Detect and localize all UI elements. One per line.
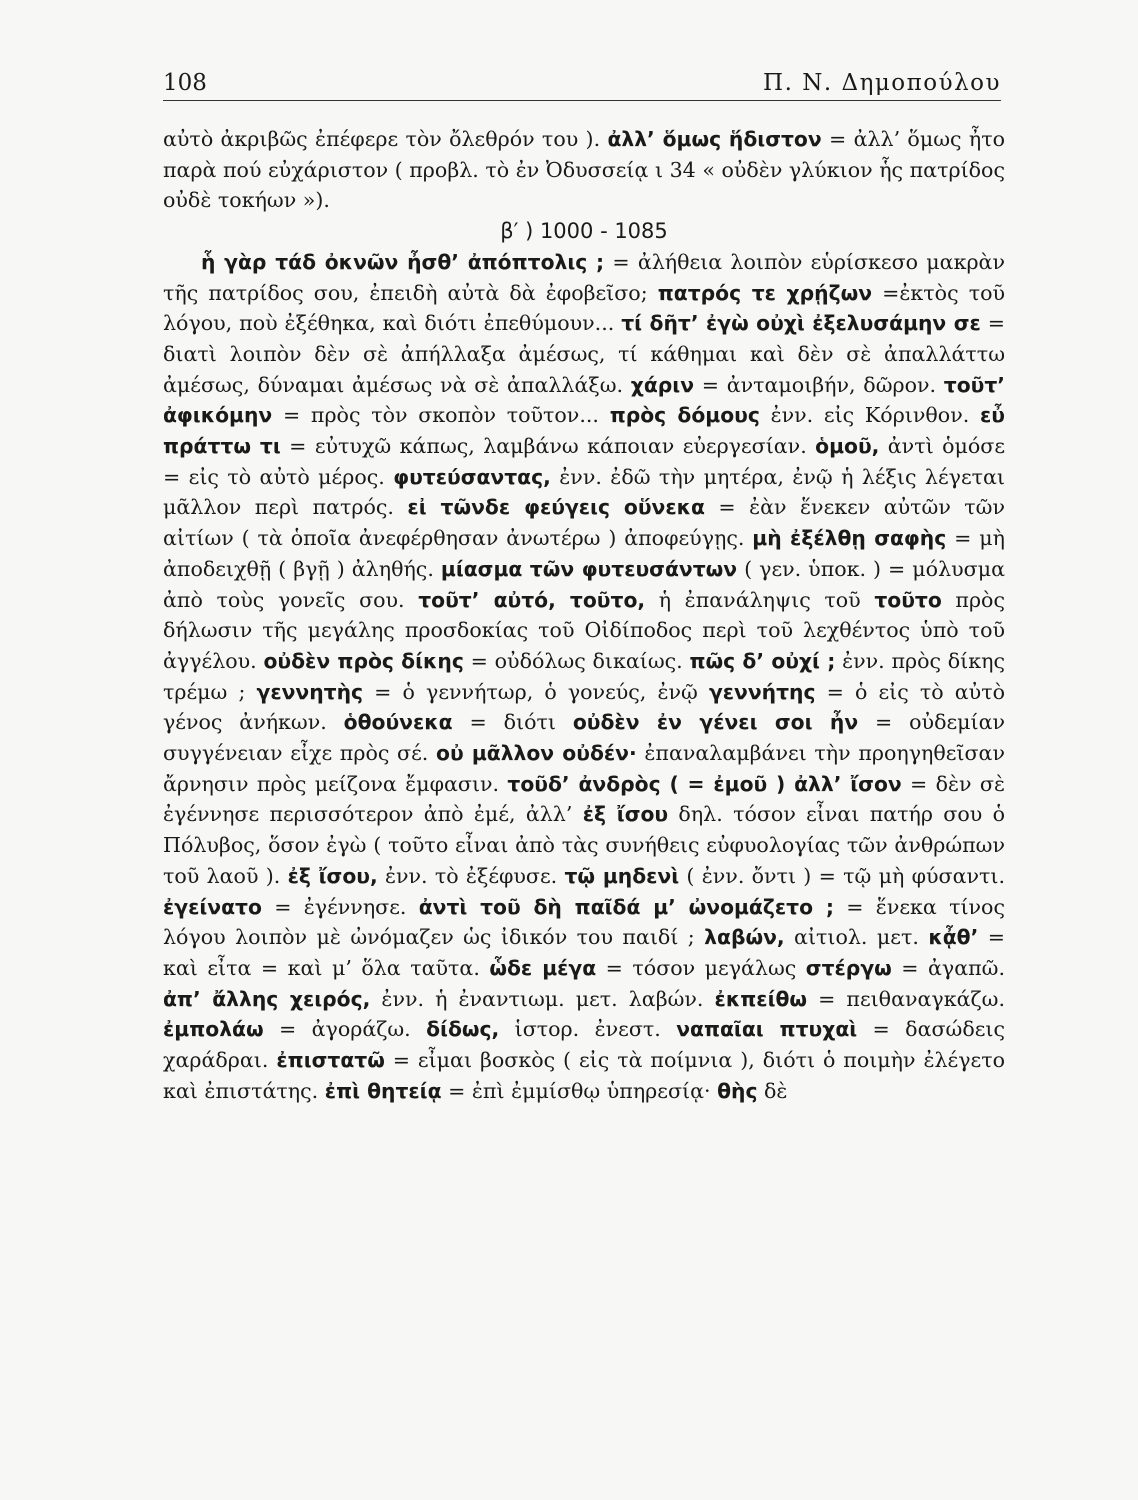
lemma: τοῦτ’ ἀφικόμην bbox=[163, 372, 1005, 428]
lemma: οὐ μᾶλλον οὐδέν· bbox=[436, 741, 637, 766]
lemma: ἐκπείθω bbox=[714, 986, 808, 1011]
lemma: θὴς bbox=[717, 1078, 758, 1103]
gloss-text: = ἀγοράζω. bbox=[263, 1017, 427, 1042]
lemma: ἐπὶ θητείᾳ bbox=[324, 1078, 442, 1103]
lemma: ἀλλ’ ὅμως ἥδιστον bbox=[607, 127, 822, 151]
lemma: ἐγείνατο bbox=[163, 894, 262, 919]
gloss-text: = δὲν σὲ ἐγέννησε περισσότερον ἀπὸ ἐμέ, ἀλλ’ bbox=[163, 771, 1005, 827]
lemma: εὖ πράττω τι bbox=[163, 403, 1005, 459]
gloss-text: = πρὸς τὸν σκοπὸν τοῦτον... bbox=[272, 403, 610, 428]
paragraph-intro bbox=[163, 124, 1005, 216]
lemma: ἐξ ἴσου bbox=[582, 802, 669, 827]
page-number: 108 bbox=[163, 70, 207, 96]
running-head: Π. Ν. Δημοπούλου bbox=[763, 70, 1001, 96]
lemma: ὁμοῦ, bbox=[815, 434, 880, 459]
gloss-text: = ἐὰν ἕνεκεν αὐτῶν τῶν αἰτίων ( τὰ ὁποῖα ἀνεφέρθησαν ἀνωτέρω ) ἀποφεύγῃς. bbox=[163, 495, 1005, 551]
section-heading: β′ ) 1000 - 1085 bbox=[500, 219, 668, 244]
commentary-text bbox=[163, 124, 1005, 1107]
gloss-text: ἡ ἐπανάληψις τοῦ bbox=[645, 587, 875, 612]
lemma: ἐπιστατῶ bbox=[276, 1048, 385, 1073]
lemma: στέργω bbox=[805, 955, 892, 980]
lemma: εἰ τῶνδε φεύγεις οὕνεκα bbox=[407, 495, 705, 520]
gloss-text: = τόσον μεγάλως bbox=[596, 955, 806, 980]
gloss-text: πρὸς δήλωσιν τῆς μεγάλης προσδοκίας τοῦ Οἰδίποδος περὶ τοῦ λεχθέντος ὑπὸ τοῦ ἀγγέλου. bbox=[163, 587, 1005, 673]
lemma: τοῦτο bbox=[874, 587, 942, 612]
gloss-text: = διατὶ λοιπὸν δὲν σὲ ἀπήλλαξα ἀμέσως, τί κάθημαι καὶ δὲν σὲ ἀπαλλάττω ἀμέσως, δύναμαι ἀμέσως νὰ σὲ ἀπαλλάξω. bbox=[163, 311, 1005, 397]
lemma: ναπαῖαι πτυχαὶ bbox=[676, 1017, 858, 1042]
gloss-text: = καὶ εἶτα = καὶ μ’ ὅλα ταῦτα. bbox=[163, 925, 1005, 980]
lemma: γεννήτης bbox=[708, 679, 816, 704]
gloss-text: = εἶμαι βοσκὸς ( εἰς τὰ ποίμνια ), διότι ὁ ποιμὴν ἐλέγετο καὶ ἐπιστάτης. bbox=[163, 1048, 1005, 1103]
gloss-text: =ἐκτὸς τοῦ λόγου, ποὺ ἐξέθηκα, καὶ διότι ἐπεθύμουν... bbox=[163, 280, 1006, 336]
gloss-text: = ὁ εἰς τὸ αὐτὸ γένος ἀνήκων. bbox=[163, 679, 1005, 735]
gloss-text: = ἐπὶ ἐμμίσθῳ ὑπηρεσίᾳ· bbox=[441, 1078, 718, 1103]
gloss-text: = οὐδεμίαν συγγένειαν εἶχε πρὸς σέ. bbox=[163, 710, 1006, 766]
gloss-text: = ἕνεκα τίνος λόγου λοιπὸν μὲ ὠνόμαζεν ὡς ἰδικόν του παιδί ; bbox=[163, 894, 1005, 950]
gloss-text: δὲ bbox=[757, 1078, 788, 1103]
lemma: ἐξ ἴσου, bbox=[287, 863, 378, 888]
gloss-text: = ἐγέννησε. bbox=[261, 894, 419, 919]
lemma: πατρός τε χρῄζων bbox=[657, 280, 873, 305]
lemma: τοῦτ’ αὐτό, τοῦτο, bbox=[418, 587, 646, 612]
lemma: τί δῆτ’ ἐγὼ οὐχὶ ἐξελυσάμην σε bbox=[621, 311, 981, 336]
gloss-text: = μὴ ἀποδειχθῇ ( βγῇ ) ἀληθής. bbox=[163, 526, 1005, 581]
lemma: οὐδὲν ἐν γένει σοι ἦν bbox=[572, 710, 859, 735]
gloss-text: ( ἐνν. ὄντι ) = τῷ μὴ φύσαντι. bbox=[679, 863, 1006, 888]
lemma: κᾆθ’ bbox=[928, 925, 979, 950]
gloss-text: = δασώδεις χαράδραι. bbox=[163, 1017, 1006, 1073]
lemma: τοῦδ’ ἀνδρὸς ( = ἐμοῦ ) ἀλλ’ ἴσον bbox=[507, 771, 902, 796]
gloss-text: ἐνν. εἰς Κόρινθον. bbox=[759, 403, 980, 428]
gloss-text: ἀντὶ ὁμόσε = εἰς τὸ αὐτὸ μέρος. bbox=[163, 434, 1005, 489]
lemma: δίδως, bbox=[426, 1017, 500, 1042]
paragraph-commentary bbox=[163, 247, 1005, 1107]
lemma: φυτεύσαντας, bbox=[393, 464, 551, 489]
lemma: πρὸς δόμους bbox=[609, 403, 760, 428]
gloss-text: αἰτιολ. μετ. bbox=[784, 925, 929, 950]
gloss-text: ἐνν. πρὸς δίκης τρέμω ; bbox=[163, 648, 1005, 704]
gloss-text: ἐνν. τὸ ἐξέφυσε. bbox=[377, 863, 565, 888]
gloss-text: δηλ. τόσον εἶναι πατήρ σου ὁ Πόλυβος, ὅσον ἐγὼ ( τοῦτο εἶναι ἀπὸ τὰς συνήθεις εὐφυολογίας τῶν ἀνθρώπων τοῦ λαοῦ ). bbox=[163, 802, 1005, 888]
gloss-text: = διότι bbox=[452, 710, 573, 735]
lemma: πῶς δ’ οὐχί ; bbox=[689, 648, 836, 673]
gloss-text: = ἀνταμοιβήν, δῶρον. bbox=[694, 372, 944, 397]
lemma: μὴ ἐξέλθῃ σαφὴς bbox=[752, 526, 947, 551]
lemma: χάριν bbox=[630, 372, 695, 397]
gloss-text: = ἀλλ’ ὅμως ἦτο παρὰ πού εὐχάριστον ( προβλ. τὸ ἐν Ὀδυσσείᾳ ι 34 « οὐδὲν γλύκιον ἧς πατρίδος οὐδὲ τοκήων »). bbox=[163, 127, 1005, 213]
gloss-text: ἐνν. ἐδῶ τὴν μητέρα, ἐνῷ ἡ λέξις λέγεται μᾶλλον περὶ πατρός. bbox=[163, 464, 1005, 520]
lemma: ἀπ’ ἄλλης χειρός, bbox=[163, 986, 371, 1011]
lemma: ἐμπολάω bbox=[163, 1017, 264, 1042]
gloss-text: ( γεν. ὑποκ. ) = μόλυσμα ἀπὸ τοὺς γονεῖς σου. bbox=[163, 556, 1006, 612]
lemma: οὐδὲν πρὸς δίκης bbox=[263, 648, 464, 673]
gloss-text: = εὐτυχῶ κάπως, λαμβάνω κάποιαν εὐεργεσίαν. bbox=[280, 434, 816, 459]
gloss-text: = ὁ γεννήτωρ, ὁ γονεύς, ἐνῷ bbox=[363, 679, 709, 704]
lemma: γεννητὴς bbox=[256, 679, 364, 704]
gloss-text: ἱστορ. ἐνεστ. bbox=[499, 1017, 677, 1042]
lemma: λαβών, bbox=[704, 925, 785, 950]
lemma: ἀντὶ τοῦ δὴ παῖδά μ’ ὠνομάζετο ; bbox=[418, 894, 834, 919]
gloss-text: = ἀγαπῶ. bbox=[891, 955, 1006, 980]
lemma: ὧδε μέγα bbox=[489, 955, 597, 980]
lemma: τῷ μηδενὶ bbox=[564, 863, 680, 888]
lemma: ὁθούνεκα bbox=[343, 710, 453, 735]
gloss-text: αὐτὸ ἀκριβῶς ἐπέφερε τὸν ὄλεθρόν του ). bbox=[163, 127, 608, 151]
gloss-text: ἐπαναλαμβάνει τὴν προηγηθεῖσαν ἄρνησιν πρὸς μείζονα ἔμφασιν. bbox=[163, 741, 1005, 796]
gloss-text: = ἀλήθεια λοιπὸν εὑρίσκεσο μακρὰν τῆς πατρίδος σου, ἐπειδὴ αὐτὰ δὰ ἐφοβεῖσο; bbox=[163, 249, 1005, 305]
gloss-text: ἐνν. ἡ ἐναντιωμ. μετ. λαβών. bbox=[370, 986, 715, 1011]
page-header bbox=[163, 70, 1001, 101]
gloss-text: = πειθαναγκάζω. bbox=[807, 986, 1006, 1011]
gloss-text: = οὐδόλως δικαίως. bbox=[463, 648, 690, 673]
lemma: μίασμα τῶν φυτευσάντων bbox=[440, 556, 738, 581]
lemma: ἧ γὰρ τάδ ὀκνῶν ἦσθ’ ἀπόπτολις ; bbox=[201, 249, 605, 274]
